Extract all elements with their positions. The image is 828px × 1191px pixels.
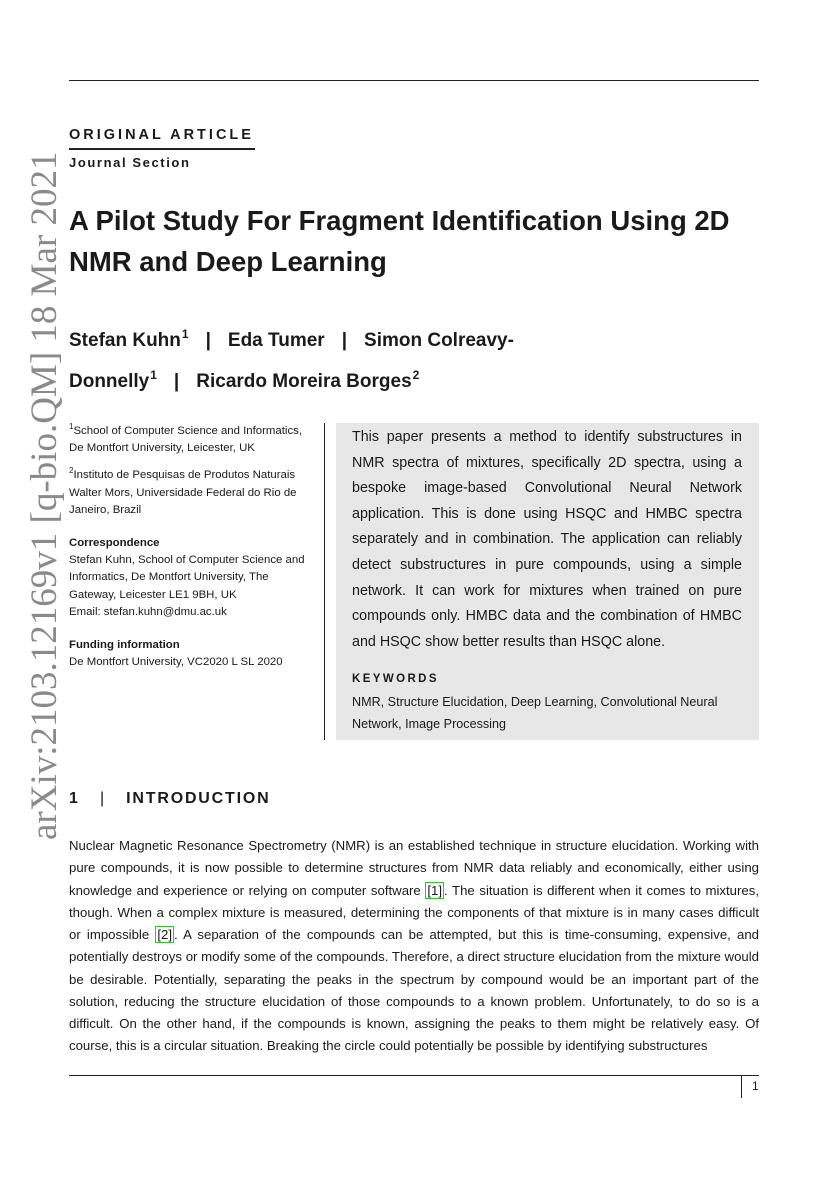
affiliation-1 [69,418,309,457]
affiliation-text: School of Computer Science and Informatics, De Montfort University, Leicester, UK [69,425,303,455]
author-name: Ricardo Moreira Borges [196,371,412,392]
author-list [69,317,539,399]
affiliation-number: 1 [69,422,74,431]
correspondence-email: Email: stefan.kuhn@dmu.ac.uk [69,605,227,618]
author-separator: | [341,330,348,351]
keywords-heading: KEYWORDS [352,673,439,685]
arxiv-sidebar-stamp: arXiv:2103.12169v1 [q-bio.QM] 18 Mar 2021 [24,151,65,840]
author-name: Stefan Kuhn [69,330,181,351]
section-number: 1 [69,790,80,807]
author-affiliation-marker: 2 [412,368,420,382]
correspondence-heading: Correspondence [69,537,160,550]
funding-text: De Montfort University, VC2020 L SL 2020 [69,656,283,669]
section-separator: | [99,790,106,807]
top-rule [69,80,759,81]
column-divider [324,423,325,740]
citation-link[interactable]: [1] [427,882,443,898]
author-affiliation-marker: 1 [150,368,157,382]
section-heading [69,790,270,808]
author-separator: | [205,330,211,351]
page-number-divider [741,1076,742,1098]
affiliations-column [69,418,309,676]
correspondence-text: Stefan Kuhn, School of Computer Science and Informatics, De Montfort University, The Gateway, Leicester LE1 9BH, UK Email: stefan.kuhn@dmu.ac.uk [69,554,305,618]
author-affiliation-marker: 1 [181,327,189,341]
section-title: INTRODUCTION [126,790,271,807]
journal-section-label: Journal Section [69,155,191,170]
citation-link[interactable]: [2] [157,927,173,942]
affiliation-number: 2 [69,466,74,476]
paper-title: A Pilot Study For Fragment Identification Using 2D NMR and Deep Learning [69,205,730,277]
article-type-label: ORIGINAL ARTICLE [69,127,254,143]
abstract-text: This paper presents a method to identify substructures in NMR spectra of mixtures, specifically 2D spectra, using a bespoke image-based Convolutional Neural Network application. This is done using HSQC and HMBC spectra separately and in combination. The application can reliably detect substructures in pure compounds, using a simple network. It can work for mixtures when trained on pure compounds only. HMBC data and the combination of HMBC and HSQC show better results than HSQC alone. [352,429,742,650]
author-name: Simon Colreavy-Donnelly [69,330,514,392]
affiliation-text: Instituto de Pesquisas de Produtos Naturais Walter Mors, Universidade Federal do Rio de Janeiro, Brazil [69,469,297,516]
affiliation-2 [69,462,309,519]
author-name: Eda Tumer [227,330,325,351]
funding-heading: Funding information [69,639,180,652]
page-number: 1 [752,1079,759,1093]
bottom-rule [69,1075,759,1076]
author-separator: | [173,371,180,392]
article-type-underline [69,148,255,150]
keywords-text: NMR, Structure Elucidation, Deep Learning, Convolutional Neural Network, Image Processing [352,695,718,731]
body-paragraph: Nuclear Magnetic Resonance Spectrometry (NMR) is an established technique in structure elucidation. Working with pure compounds, it is now possible to determine structures from NMR data reliably and economically, either using knowledge and experience or relying on computer software [1] . The situation is different when it comes to mixtures, though. When a complex mixture is measured, determining the components of that mixture is in many cases difficult or impossible [2] . A separation of the compounds can be attempted, but this is time-consuming, expensive, and potentially destroys or modify some of the compounds. Therefore, a direct structure elucidation from the mixture would be desirable. Potentially, separating the peaks in the spectrum by compound would be an important part of the solution, reducing the structure elucidation of those compounds to a known problem. Unfortunately, to do so is a difficult. On the other hand, if the compounds is known, assigning the peaks to them might be relatively easy. Of course, this is a circular situation. Breaking the circle could potentially be possible by identifying substructures [69,838,759,1054]
